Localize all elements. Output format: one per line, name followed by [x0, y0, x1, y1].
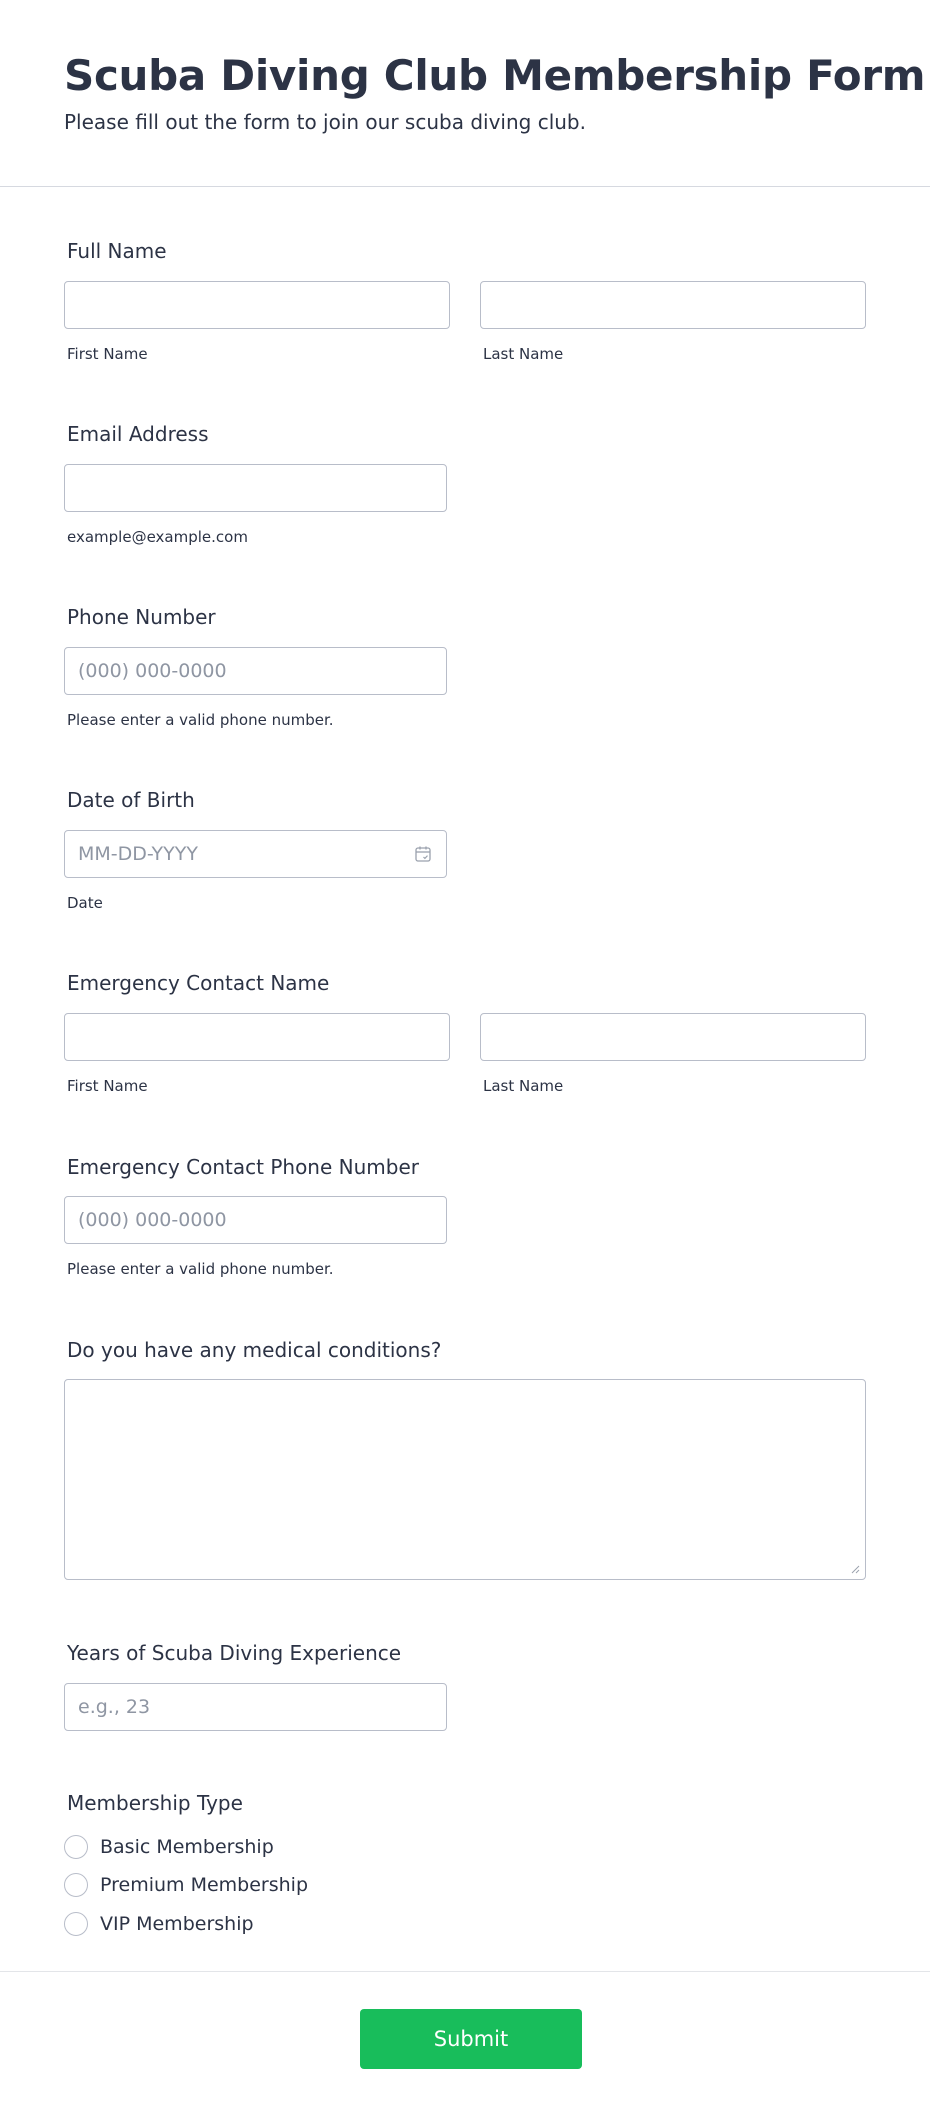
- emergency-last-name-input[interactable]: [480, 1013, 866, 1061]
- emergency-last-name-sublabel: Last Name: [483, 1077, 564, 1095]
- dob-label: Date of Birth: [67, 788, 195, 812]
- radio-label-basic: Basic Membership: [100, 1836, 274, 1858]
- phone-label: Phone Number: [67, 605, 216, 629]
- first-name-input[interactable]: [64, 281, 450, 329]
- radio-label-premium: Premium Membership: [100, 1874, 309, 1896]
- phone-input[interactable]: [64, 647, 447, 695]
- emergency-phone-input[interactable]: [64, 1196, 447, 1244]
- emergency-first-name-sublabel: First Name: [67, 1077, 148, 1095]
- emergency-phone-label: Emergency Contact Phone Number: [67, 1155, 419, 1179]
- form-subtitle: Please fill out the form to join our scuba diving club.: [64, 110, 586, 134]
- first-name-sublabel: First Name: [67, 345, 148, 363]
- radio-option-vip[interactable]: [64, 1910, 254, 1938]
- calendar-icon[interactable]: [414, 845, 432, 863]
- submit-button[interactable]: Submit: [360, 2009, 582, 2069]
- dob-sublabel: Date: [67, 894, 103, 912]
- radio-circle[interactable]: [64, 1835, 88, 1859]
- radio-option-basic[interactable]: [64, 1833, 274, 1861]
- experience-input[interactable]: [64, 1683, 447, 1731]
- last-name-input[interactable]: [480, 281, 866, 329]
- radio-circle[interactable]: [64, 1912, 88, 1936]
- email-input[interactable]: [64, 464, 447, 512]
- phone-sublabel: Please enter a valid phone number.: [67, 711, 334, 729]
- emergency-name-label: Emergency Contact Name: [67, 971, 330, 995]
- email-sublabel: example@example.com: [67, 528, 248, 546]
- full-name-label: Full Name: [67, 239, 167, 263]
- radio-option-premium[interactable]: [64, 1871, 308, 1899]
- footer-divider: [0, 1971, 930, 1972]
- last-name-sublabel: Last Name: [483, 345, 564, 363]
- medical-conditions-textarea[interactable]: [64, 1379, 866, 1580]
- email-label: Email Address: [67, 422, 209, 446]
- dob-input[interactable]: [64, 830, 447, 878]
- emergency-first-name-input[interactable]: [64, 1013, 450, 1061]
- emergency-phone-sublabel: Please enter a valid phone number.: [67, 1260, 334, 1278]
- form-header: [0, 0, 930, 187]
- membership-label: Membership Type: [67, 1791, 243, 1815]
- resize-grip-icon[interactable]: [850, 1564, 860, 1574]
- form-title: Scuba Diving Club Membership Form: [64, 51, 926, 100]
- radio-circle[interactable]: [64, 1873, 88, 1897]
- radio-label-vip: VIP Membership: [100, 1913, 254, 1935]
- experience-label: Years of Scuba Diving Experience: [67, 1641, 402, 1665]
- medical-label: Do you have any medical conditions?: [67, 1338, 442, 1362]
